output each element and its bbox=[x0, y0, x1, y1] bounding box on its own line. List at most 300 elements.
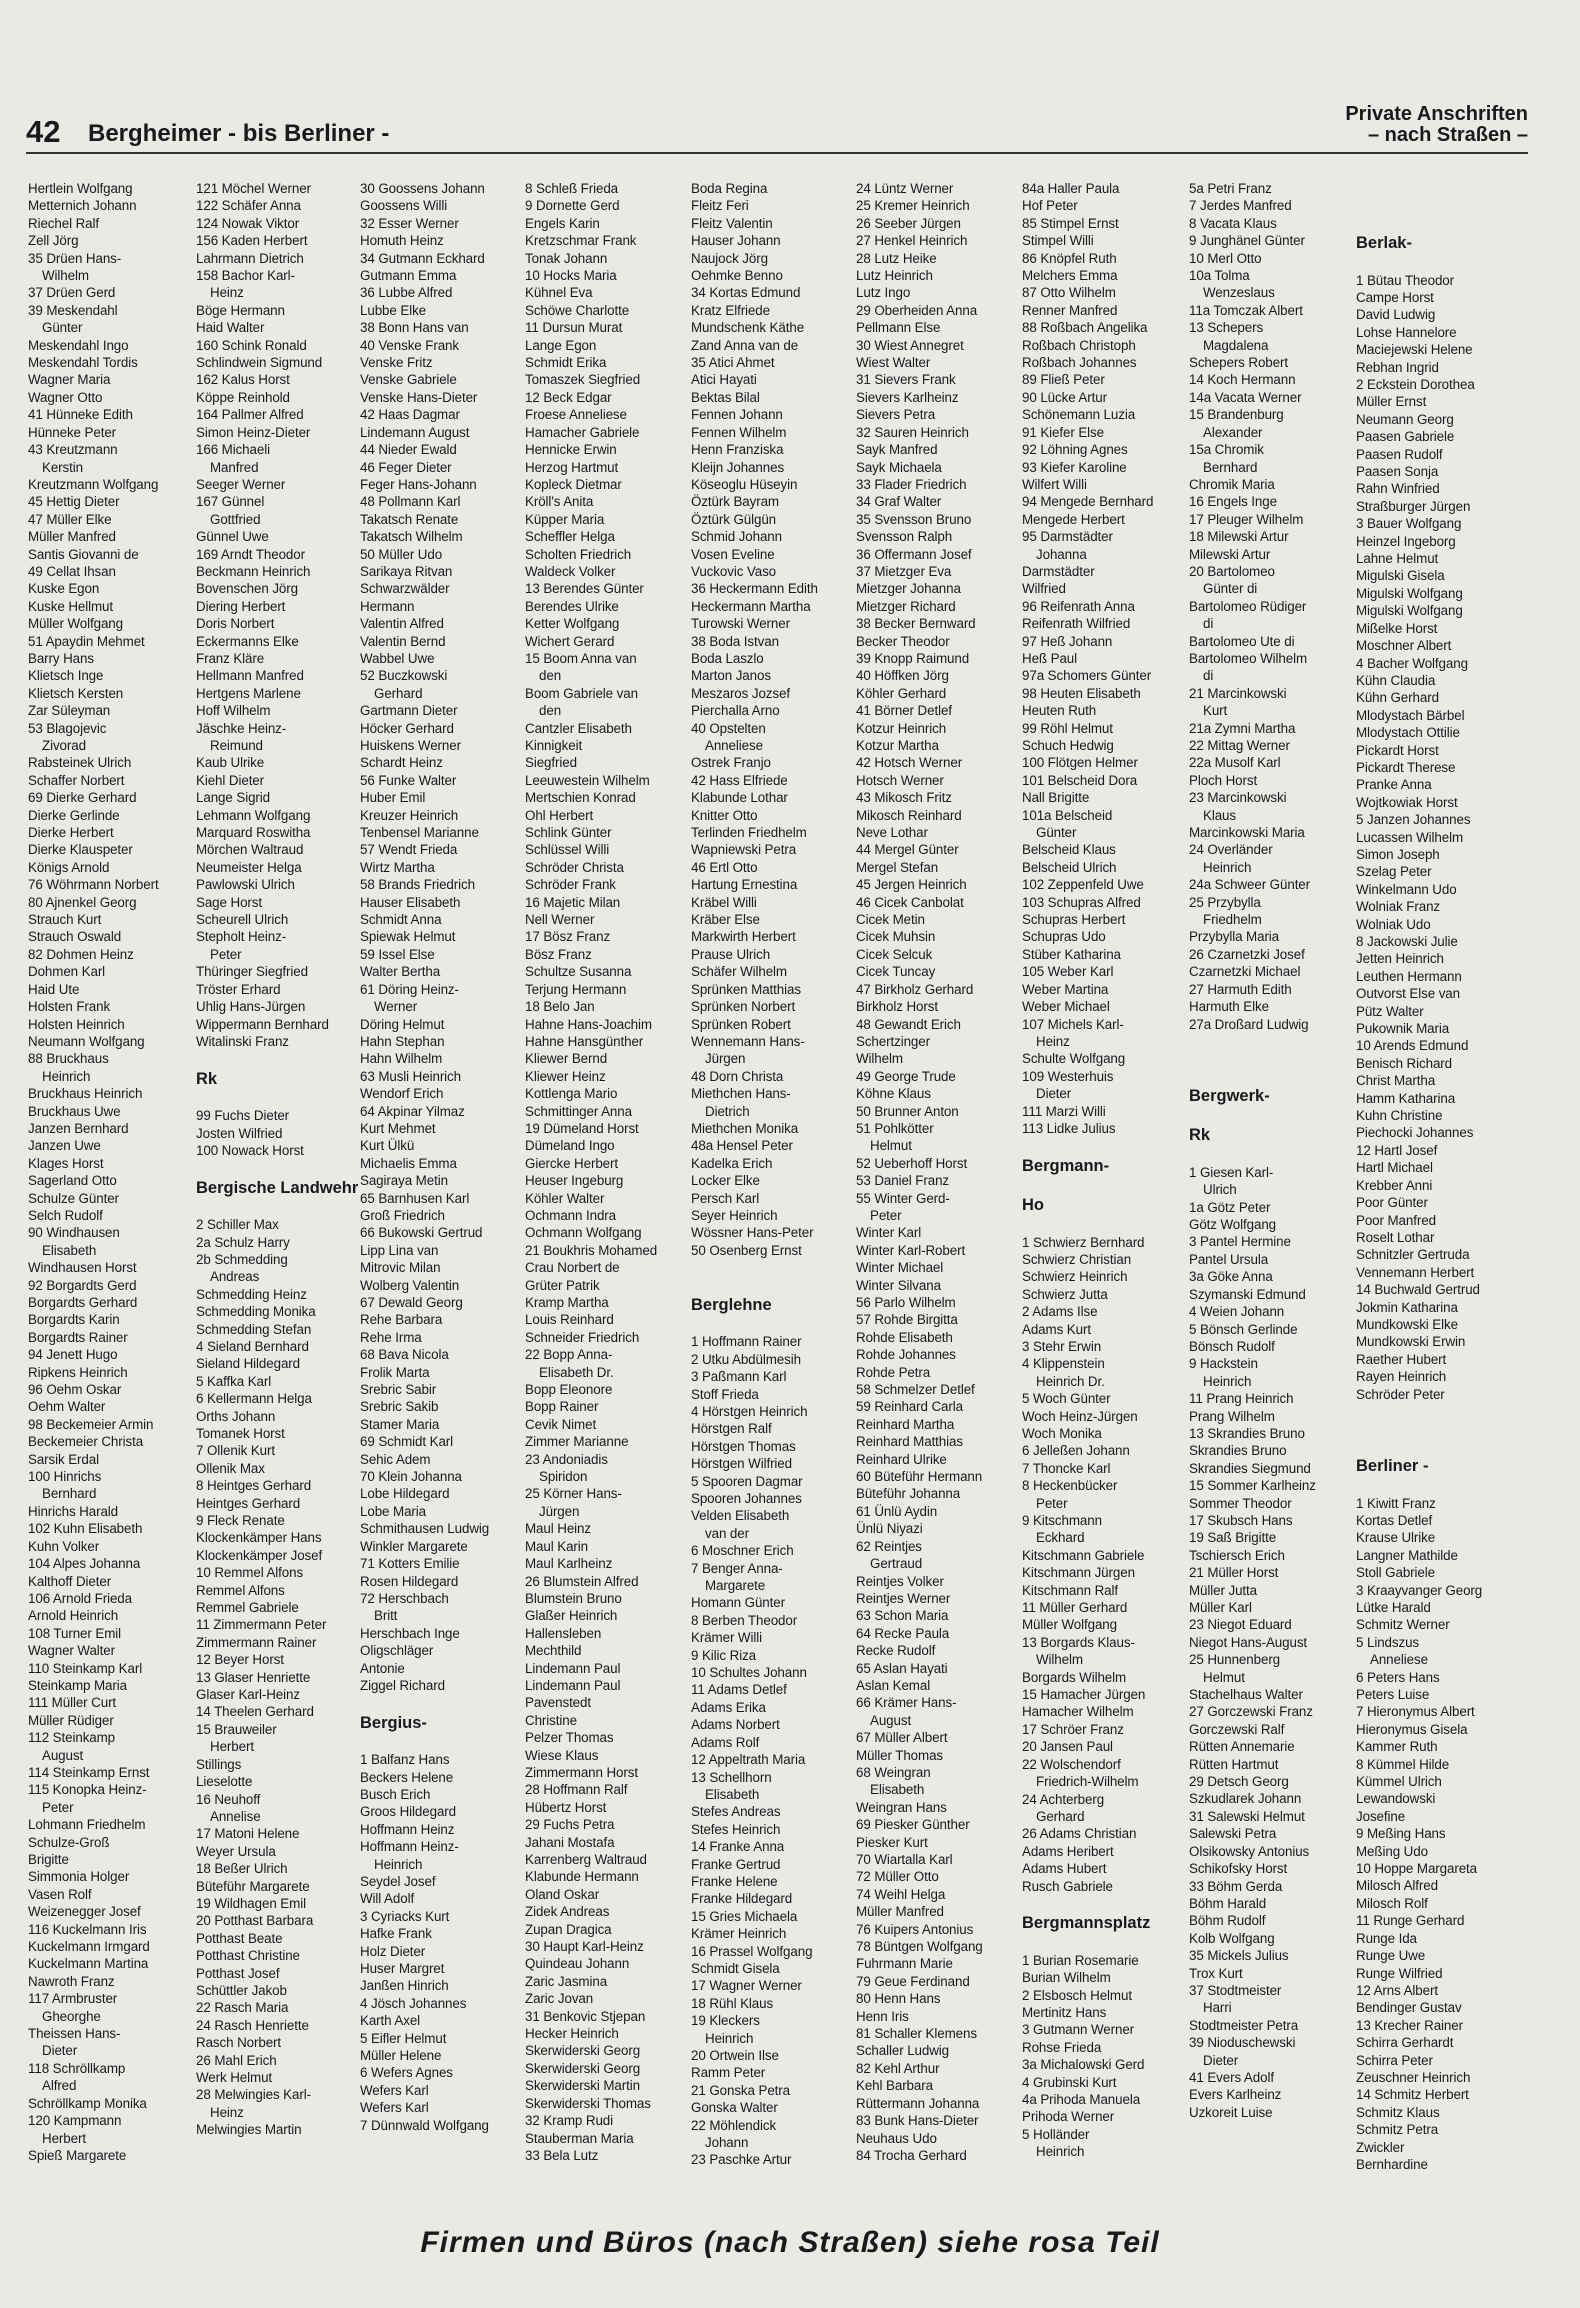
resident-entry: Müller Thomas bbox=[856, 1747, 944, 1763]
resident-entry: 64 Akpinar Yilmaz bbox=[360, 1103, 465, 1119]
resident-entry: Pantel Ursula bbox=[1189, 1251, 1269, 1267]
resident-entry: Terlinden Friedhelm bbox=[691, 825, 807, 841]
resident-entry: Schulze Günter bbox=[28, 1190, 119, 1206]
resident-entry: 23 Paschke Artur bbox=[691, 2152, 792, 2168]
resident-entry: 5 Eifler Helmut bbox=[360, 2030, 447, 2046]
street-heading: Rk bbox=[1189, 1126, 1211, 1145]
resident-entry: Dieter bbox=[1036, 1086, 1072, 1102]
resident-entry: Berendes Ulrike bbox=[525, 598, 619, 614]
resident-entry: Winter Michael bbox=[856, 1260, 944, 1276]
resident-entry: 121 Möchel Werner bbox=[196, 181, 311, 196]
resident-entry: Piesker Kurt bbox=[856, 1834, 928, 1850]
resident-entry: Dümeland Ingo bbox=[525, 1138, 615, 1154]
resident-entry: 56 Parlo Wilhelm bbox=[856, 1295, 956, 1310]
resident-entry: Grüter Patrik bbox=[525, 1277, 600, 1293]
resident-entry: Kinnigkeit bbox=[525, 738, 583, 753]
resident-entry: Rosen Hildegard bbox=[360, 1573, 459, 1589]
resident-entry: Elisabeth bbox=[705, 1786, 760, 1802]
resident-entry: Wefers Karl bbox=[360, 2082, 429, 2098]
resident-entry: den bbox=[539, 668, 562, 684]
resident-entry: Skerwiderski Georg bbox=[525, 2043, 641, 2059]
resident-entry: Günter di bbox=[1203, 581, 1258, 597]
resident-entry: 4 Hörstgen Heinrich bbox=[691, 1403, 808, 1419]
resident-entry: Sprünken Matthias bbox=[691, 981, 801, 997]
resident-entry: Bendinger Gustav bbox=[1356, 2000, 1462, 2016]
resident-entry: 4 Weien Johann bbox=[1189, 1304, 1285, 1320]
resident-entry: 22 Möhlendick bbox=[691, 2117, 777, 2133]
resident-entry: 1 Kiwitt Franz bbox=[1356, 1495, 1436, 1511]
resident-entry: 5 Woch Günter bbox=[1022, 1391, 1111, 1407]
resident-entry: Louis Reinhard bbox=[525, 1312, 614, 1328]
resident-entry: 50 Müller Udo bbox=[360, 546, 443, 562]
resident-entry: Valentin Alfred bbox=[360, 616, 444, 632]
resident-entry: Reintjes Werner bbox=[856, 1590, 951, 1606]
resident-entry: Zell Jörg bbox=[28, 233, 79, 249]
resident-entry: 85 Stimpel Ernst bbox=[1022, 215, 1119, 231]
resident-entry: 26 Blumstein Alfred bbox=[525, 1573, 639, 1589]
resident-entry: Böhm Harald bbox=[1189, 1895, 1267, 1911]
resident-entry: Czarnetzki Michael bbox=[1189, 964, 1301, 980]
resident-entry: 16 Majetic Milan bbox=[525, 894, 621, 910]
resident-entry: Neumeister Helga bbox=[196, 859, 302, 875]
resident-entry: Waldeck Volker bbox=[525, 563, 616, 579]
resident-entry: Schmedding Monika bbox=[196, 1304, 316, 1320]
resident-entry: Mörchen Waltraud bbox=[196, 842, 304, 858]
resident-entry: 7 Thoncke Karl bbox=[1022, 1460, 1111, 1476]
resident-entry: Stefes Andreas bbox=[691, 1804, 781, 1820]
resident-entry: 80 Ajnenkel Georg bbox=[28, 894, 137, 910]
resident-entry: Hoffmann Heinz bbox=[360, 1821, 455, 1837]
resident-entry: 20 Jansen Paul bbox=[1022, 1739, 1113, 1755]
resident-entry: Kottlenga Mario bbox=[525, 1086, 618, 1102]
resident-entry: 36 Heckermann Edith bbox=[691, 581, 818, 597]
resident-entry: Fleitz Feri bbox=[691, 198, 749, 214]
resident-entry: Blumstein Bruno bbox=[525, 1590, 622, 1606]
resident-entry: Schröder Christa bbox=[525, 859, 624, 875]
resident-entry: Piechocki Johannes bbox=[1356, 1125, 1474, 1141]
resident-entry: Barry Hans bbox=[28, 650, 94, 666]
resident-entry: Pierchalla Arno bbox=[691, 703, 780, 719]
spacer bbox=[196, 1159, 358, 1176]
resident-entry: 50 Brunner Anton bbox=[856, 1103, 959, 1119]
resident-entry: Bernhardine bbox=[1356, 2156, 1428, 2172]
resident-entry: Takatsch Wilhelm bbox=[360, 529, 463, 545]
resident-entry: 94 Jenett Hugo bbox=[28, 1347, 118, 1363]
resident-entry: 11 Zimmermann Peter bbox=[196, 1617, 327, 1633]
resident-entry: Lohse Hannelore bbox=[1356, 324, 1457, 340]
resident-entry: Zivorad bbox=[42, 738, 86, 753]
resident-entry: 56 Funke Walter bbox=[360, 772, 457, 788]
resident-entry: 28 Melwingies Karl- bbox=[196, 2087, 311, 2103]
resident-entry: Harmuth Elke bbox=[1189, 999, 1269, 1015]
resident-entry: 70 Wiartalla Karl bbox=[856, 1852, 953, 1867]
resident-entry: Janzen Uwe bbox=[28, 1138, 101, 1154]
resident-entry: Schmitz Klaus bbox=[1356, 2104, 1440, 2120]
resident-entry: 7 Dünnwald Wolfgang bbox=[360, 2117, 489, 2133]
resident-entry: 3 Paßmann Karl bbox=[691, 1369, 787, 1385]
spacer bbox=[691, 1259, 853, 1276]
resident-entry: 12 Hartl Josef bbox=[1356, 1142, 1438, 1158]
resident-entry: Paasen Sonja bbox=[1356, 464, 1439, 480]
resident-entry: Przybylla Maria bbox=[1189, 929, 1280, 945]
resident-entry: 8 Jackowski Julie bbox=[1356, 934, 1458, 949]
resident-entry: 69 Dierke Gerhard bbox=[28, 790, 137, 806]
resident-entry: Gheorghe bbox=[42, 2008, 101, 2024]
resident-entry: Metternich Johann bbox=[28, 198, 137, 214]
resident-entry: Cevik Nimet bbox=[525, 1416, 597, 1432]
resident-entry: 11 Adams Detlef bbox=[691, 1682, 787, 1698]
resident-entry: Stodtmeister Petra bbox=[1189, 2017, 1299, 2033]
street-heading: Ho bbox=[1022, 1196, 1044, 1215]
resident-entry: Wagner Walter bbox=[28, 1643, 116, 1659]
resident-entry: 15a Chromik bbox=[1189, 442, 1264, 458]
resident-entry: Borgardts Karin bbox=[28, 1312, 120, 1328]
resident-entry: 95 Darmstädter bbox=[1022, 529, 1113, 545]
resident-entry: Hahne Hans-Joachim bbox=[525, 1016, 652, 1032]
resident-entry: Kramp Martha bbox=[525, 1295, 609, 1310]
resident-entry: Venske Fritz bbox=[360, 355, 433, 371]
resident-entry: Wolberg Valentin bbox=[360, 1277, 460, 1293]
resident-entry: Nawroth Franz bbox=[28, 1973, 115, 1989]
resident-entry: 94 Mengede Bernhard bbox=[1022, 494, 1154, 510]
resident-entry: Outvorst Else van bbox=[1356, 986, 1460, 1002]
resident-entry: Spiewak Helmut bbox=[360, 929, 456, 945]
resident-entry: Wabbel Uwe bbox=[360, 650, 435, 666]
resident-entry: 100 Hinrichs bbox=[28, 1469, 102, 1485]
resident-entry: Glaßer Heinrich bbox=[525, 1608, 618, 1624]
resident-entry: Prihoda Werner bbox=[1022, 2109, 1115, 2125]
resident-entry: Prause Ulrich bbox=[691, 946, 771, 962]
resident-entry: 115 Konopka Heinz- bbox=[28, 1782, 147, 1798]
resident-entry: 91 Kiefer Else bbox=[1022, 424, 1104, 440]
resident-entry: 51 Pohlkötter bbox=[856, 1120, 934, 1136]
footer-note: Firmen und Büros (nach Straßen) siehe rosa Teil bbox=[420, 2226, 1160, 2259]
resident-entry: Hof Peter bbox=[1022, 198, 1078, 214]
resident-entry: 11 Dursun Murat bbox=[525, 320, 623, 336]
resident-entry: Leuthen Hermann bbox=[1356, 968, 1462, 984]
resident-entry: Tschiersch Erich bbox=[1189, 1547, 1285, 1563]
resident-entry: Feger Hans-Johann bbox=[360, 476, 477, 492]
resident-entry: Friedrich-Wilhelm bbox=[1036, 1774, 1139, 1790]
resident-entry: Herbert bbox=[210, 1739, 254, 1755]
resident-entry: Schmedding Stefan bbox=[196, 1321, 312, 1337]
resident-entry: 14 Buchwald Gertrud bbox=[1356, 1282, 1480, 1298]
resident-entry: Rehe Barbara bbox=[360, 1312, 443, 1328]
resident-entry: 46 Feger Dieter bbox=[360, 459, 452, 475]
resident-entry: 30 Goossens Johann bbox=[360, 181, 485, 196]
resident-entry: 6 Wefers Agnes bbox=[360, 2065, 453, 2081]
resident-entry: Schmedding Heinz bbox=[196, 1286, 307, 1302]
resident-entry: Maul Karlheinz bbox=[525, 1556, 613, 1572]
resident-entry: Scheurell Ulrich bbox=[196, 912, 289, 928]
resident-entry: Janzen Bernhard bbox=[28, 1120, 129, 1136]
resident-entry: 17 Pleuger Wilhelm bbox=[1189, 511, 1304, 527]
resident-entry: 29 Oberheiden Anna bbox=[856, 302, 978, 318]
resident-entry: 25 Körner Hans- bbox=[525, 1486, 622, 1502]
resident-entry: Langner Mathilde bbox=[1356, 1547, 1458, 1563]
resident-entry: Müller Wolfgang bbox=[28, 616, 124, 632]
resident-entry: 114 Steinkamp Ernst bbox=[28, 1764, 150, 1780]
resident-entry: 38 Bonn Hans van bbox=[360, 320, 469, 336]
resident-entry: Klaus bbox=[1203, 807, 1236, 823]
resident-entry: 111 Müller Curt bbox=[28, 1695, 117, 1711]
resident-entry: Renner Manfred bbox=[1022, 302, 1118, 318]
resident-entry: Zaric Jasmina bbox=[525, 1973, 608, 1989]
resident-entry: Öztürk Bayram bbox=[691, 494, 779, 510]
resident-entry: Hertlein Wolfgang bbox=[28, 181, 133, 196]
resident-entry: 2 Schiller Max bbox=[196, 1217, 279, 1233]
resident-entry: Venske Gabriele bbox=[360, 372, 457, 388]
resident-entry: Johanna bbox=[1036, 546, 1087, 562]
resident-entry: Schlüssel Willi bbox=[525, 842, 610, 858]
resident-entry: Döring Helmut bbox=[360, 1016, 445, 1032]
resident-entry: Jäschke Heinz- bbox=[196, 720, 287, 736]
resident-entry: Rütten Hartmut bbox=[1189, 1756, 1279, 1772]
resident-entry: Valentin Bernd bbox=[360, 633, 446, 649]
resident-entry: 9 Fleck Renate bbox=[196, 1513, 285, 1528]
resident-entry: Helmut bbox=[870, 1138, 912, 1154]
resident-entry: 105 Weber Karl bbox=[1022, 964, 1114, 980]
resident-entry: Anneliese bbox=[1370, 1652, 1428, 1668]
resident-entry: Kehl Barbara bbox=[856, 2078, 933, 2094]
resident-entry: 2b Schmedding bbox=[196, 1251, 288, 1267]
resident-entry: 164 Pallmer Alfred bbox=[196, 407, 304, 423]
resident-entry: Johann bbox=[705, 2135, 749, 2151]
resident-entry: Mißelke Horst bbox=[1356, 620, 1438, 636]
resident-entry: Peter bbox=[870, 1207, 902, 1223]
resident-entry: 4 Sieland Bernhard bbox=[196, 1338, 309, 1354]
resident-entry: 3a Göke Anna bbox=[1189, 1269, 1273, 1285]
directory-listing bbox=[28, 180, 1528, 2220]
resident-entry: Stoff Frieda bbox=[691, 1386, 759, 1402]
resident-entry: Runge Ida bbox=[1356, 1930, 1417, 1946]
resident-entry: Zaric Jovan bbox=[525, 1991, 594, 2007]
resident-entry: Ochmann Indra bbox=[525, 1207, 616, 1223]
resident-entry: Spiridon bbox=[539, 1469, 588, 1485]
resident-entry: 69 Piesker Günther bbox=[856, 1817, 970, 1833]
resident-entry: Schmittinger Anna bbox=[525, 1103, 632, 1119]
resident-entry: Mertinitz Hans bbox=[1022, 2004, 1107, 2020]
resident-entry: 37 Stodtmeister bbox=[1189, 1982, 1282, 1998]
resident-entry: Uzkoreit Luise bbox=[1189, 2104, 1273, 2120]
spacer bbox=[1356, 180, 1528, 197]
resident-entry: Wiese Klaus bbox=[525, 1747, 599, 1763]
resident-entry: 37 Drüen Gerd bbox=[28, 285, 116, 301]
resident-entry: Kalthoff Dieter bbox=[28, 1573, 112, 1589]
resident-entry: 48 Gewandt Erich bbox=[856, 1016, 961, 1032]
resident-entry: 3a Michalowski Gerd bbox=[1022, 2057, 1145, 2073]
resident-entry: 65 Barnhusen Karl bbox=[360, 1190, 470, 1206]
resident-entry: Winkelmann Udo bbox=[1356, 881, 1457, 897]
resident-entry: 7 Benger Anna- bbox=[691, 1560, 783, 1576]
resident-entry: 18 Beßer Ulrich bbox=[196, 1861, 288, 1877]
resident-entry: Wenzeslaus bbox=[1203, 285, 1275, 301]
resident-entry: 10 Schultes Johann bbox=[691, 1665, 807, 1681]
resident-entry: 48a Hensel Peter bbox=[691, 1138, 793, 1154]
resident-entry: Josten Wilfried bbox=[196, 1125, 283, 1141]
resident-entry: 43 Kreutzmann bbox=[28, 442, 118, 458]
resident-entry: Pawlowski Ulrich bbox=[196, 877, 295, 893]
resident-entry: 63 Musli Heinrich bbox=[360, 1068, 461, 1084]
resident-entry: Müller Karl bbox=[1189, 1600, 1252, 1616]
resident-entry: Dierke Herbert bbox=[28, 825, 114, 841]
resident-entry: Lipp Lina van bbox=[360, 1242, 439, 1258]
resident-entry: di bbox=[1203, 668, 1214, 684]
resident-entry: 16 Engels Inge bbox=[1189, 494, 1277, 510]
resident-entry: Ostrek Franjo bbox=[691, 755, 771, 771]
resident-entry: 26 Seeber Jürgen bbox=[856, 215, 961, 231]
resident-entry: 72 Müller Otto bbox=[856, 1869, 939, 1885]
resident-entry: Haid Ute bbox=[28, 981, 80, 997]
resident-entry: Wilhelm bbox=[856, 1051, 903, 1067]
resident-entry: Krämer Willi bbox=[691, 1630, 762, 1646]
resident-entry: Chromik Maria bbox=[1189, 476, 1275, 492]
resident-entry: 26 Adams Christian bbox=[1022, 1826, 1137, 1842]
resident-entry: 4 Grubinski Kurt bbox=[1022, 2074, 1117, 2090]
resident-entry: Mechthild bbox=[525, 1643, 582, 1659]
resident-entry: 35 Mickels Julius bbox=[1189, 1948, 1289, 1964]
resident-entry: Wefers Karl bbox=[360, 2100, 429, 2116]
resident-entry: Lutz Heinrich bbox=[856, 268, 933, 284]
resident-entry: Büteführ Johanna bbox=[856, 1486, 961, 1502]
resident-entry: Skerwiderski Thomas bbox=[525, 2095, 651, 2111]
resident-entry: 18 Rühl Klaus bbox=[691, 1995, 774, 2011]
resident-entry: Skerwiderski Martin bbox=[525, 2078, 640, 2094]
resident-entry: 39 Meskendahl bbox=[28, 302, 118, 318]
resident-entry: 40 Opstelten bbox=[691, 720, 766, 736]
resident-entry: 40 Höffken Jörg bbox=[856, 668, 949, 684]
resident-entry: Mundkowski Elke bbox=[1356, 1316, 1458, 1332]
resident-entry: 42 Haas Dagmar bbox=[360, 407, 460, 423]
resident-entry: Doris Norbert bbox=[196, 616, 275, 632]
resident-entry: Kräber Else bbox=[691, 912, 760, 928]
resident-entry: 65 Aslan Hayati bbox=[856, 1660, 948, 1676]
resident-entry: Oehmke Benno bbox=[691, 268, 783, 284]
resident-entry: 98 Heuten Elisabeth bbox=[1022, 685, 1141, 701]
resident-entry: 101a Belscheid bbox=[1022, 807, 1113, 823]
resident-entry: Christine bbox=[525, 1712, 577, 1728]
resident-entry: Boda Laszlo bbox=[691, 650, 764, 666]
resident-entry: Lange Sigrid bbox=[196, 790, 270, 806]
resident-entry: 107 Michels Karl- bbox=[1022, 1016, 1124, 1032]
resident-entry: 22a Musolf Karl bbox=[1189, 755, 1281, 771]
resident-entry: Zar Süleyman bbox=[28, 703, 111, 719]
resident-entry: 57 Wendt Frieda bbox=[360, 842, 458, 858]
resident-entry: Heckermann Martha bbox=[691, 598, 811, 614]
resident-entry: 44 Mergel Günter bbox=[856, 842, 959, 858]
resident-entry: 108 Turner Emil bbox=[28, 1625, 122, 1641]
resident-entry: 8 Schleß Frieda bbox=[525, 181, 619, 196]
resident-entry: Schwarzwälder bbox=[360, 581, 450, 597]
resident-entry: Lohmann Friedhelm bbox=[28, 1817, 146, 1833]
resident-entry: Potthast Josef bbox=[196, 1965, 280, 1981]
resident-entry: Skrandies Siegmund bbox=[1189, 1460, 1311, 1476]
resident-entry: Friedhelm bbox=[1203, 912, 1262, 928]
resident-entry: Zeuschner Heinrich bbox=[1356, 2069, 1471, 2085]
resident-entry: Becker Theodor bbox=[856, 633, 950, 649]
spacer bbox=[1189, 1033, 1353, 1050]
resident-entry: 23 Andoniadis bbox=[525, 1451, 608, 1467]
directory-column bbox=[28, 180, 193, 2220]
resident-entry: 82 Dohmen Heinz bbox=[28, 946, 134, 962]
resident-entry: 5 Bönsch Gerlinde bbox=[1189, 1321, 1298, 1337]
resident-entry: Kräbel Willi bbox=[691, 894, 757, 910]
resident-entry: Hahne Hansgünther bbox=[525, 1033, 644, 1049]
resident-entry: 79 Geue Ferdinand bbox=[856, 1973, 970, 1989]
resident-entry: Magdalena bbox=[1203, 337, 1269, 353]
resident-entry: Dierke Gerlinde bbox=[28, 807, 120, 823]
resident-entry: Schirra Gerhardt bbox=[1356, 2035, 1454, 2051]
resident-entry: Hamacher Wilhelm bbox=[1022, 1704, 1134, 1720]
resident-entry: Kurt Ülkü bbox=[360, 1138, 415, 1154]
resident-entry: 1 Giesen Karl- bbox=[1189, 1164, 1274, 1180]
resident-entry: Heinrich bbox=[1203, 859, 1252, 875]
resident-entry: 9 Kilic Riza bbox=[691, 1647, 757, 1663]
resident-entry: Bopp Eleonore bbox=[525, 1382, 613, 1398]
directory-column bbox=[1189, 180, 1353, 2220]
resident-entry: 92 Borgardts Gerd bbox=[28, 1277, 137, 1293]
resident-entry: Pavenstedt bbox=[525, 1695, 591, 1711]
resident-entry: Stepholt Heinz- bbox=[196, 929, 287, 945]
resident-entry: 15 Brauweiler bbox=[196, 1721, 277, 1737]
spacer bbox=[196, 1199, 358, 1216]
resident-entry: Götz Wolfgang bbox=[1189, 1217, 1277, 1233]
resident-entry: Krämer Heinrich bbox=[691, 1926, 787, 1942]
resident-entry: Ohl Herbert bbox=[525, 807, 594, 823]
resident-entry: 10 Merl Otto bbox=[1189, 250, 1262, 266]
resident-entry: Bartolomeo Ute di bbox=[1189, 633, 1295, 649]
resident-entry: Naujock Jörg bbox=[691, 250, 768, 266]
resident-entry: Reinhard Ulrike bbox=[856, 1451, 947, 1467]
resident-entry: Zand Anna van de bbox=[691, 337, 799, 353]
spacer bbox=[1022, 1137, 1186, 1154]
resident-entry: Rusch Gabriele bbox=[1022, 1878, 1113, 1894]
resident-entry: 96 Oehm Oskar bbox=[28, 1382, 122, 1398]
resident-entry: Kuckelmann Martina bbox=[28, 1956, 149, 1972]
resident-entry: 14 Franke Anna bbox=[691, 1839, 785, 1855]
resident-entry: Franke Gertrud bbox=[691, 1856, 781, 1872]
resident-entry: Woch Heinz-Jürgen bbox=[1022, 1408, 1138, 1424]
resident-entry: Mergel Stefan bbox=[856, 859, 939, 875]
resident-entry: Köseoglu Hüseyin bbox=[691, 476, 798, 492]
resident-entry: 29 Fuchs Petra bbox=[525, 1817, 615, 1833]
spacer bbox=[691, 1316, 853, 1333]
resident-entry: Gutmann Emma bbox=[360, 268, 457, 284]
resident-entry: Wippermann Bernhard bbox=[196, 1016, 329, 1032]
resident-entry: 3 Pantel Hermine bbox=[1189, 1234, 1291, 1250]
resident-entry: Müller Manfred bbox=[856, 1904, 944, 1920]
resident-entry: Hermann bbox=[360, 598, 415, 614]
resident-entry: Simon Joseph bbox=[1356, 846, 1440, 862]
resident-entry: 37 Mietzger Eva bbox=[856, 563, 952, 579]
resident-entry: Köhler Gerhard bbox=[856, 685, 947, 701]
resident-entry: Recke Rudolf bbox=[856, 1643, 936, 1659]
resident-entry: Zwickler bbox=[1356, 2139, 1405, 2155]
resident-entry: Dierke Klauspeter bbox=[28, 842, 133, 858]
resident-entry: 5a Petri Franz bbox=[1189, 181, 1272, 196]
resident-entry: 2 Eckstein Dorothea bbox=[1356, 377, 1475, 392]
resident-entry: Kitschmann Jürgen bbox=[1022, 1565, 1135, 1581]
resident-entry: 2 Utku Abdülmesih bbox=[691, 1351, 801, 1367]
resident-entry: 68 Weingran bbox=[856, 1764, 931, 1780]
resident-entry: Wolniak Franz bbox=[1356, 899, 1441, 915]
resident-entry: Adams Heribert bbox=[1022, 1843, 1114, 1859]
spacer bbox=[691, 1277, 853, 1294]
resident-entry: Hörstgen Thomas bbox=[691, 1438, 796, 1454]
resident-entry: Holsten Heinrich bbox=[28, 1016, 125, 1032]
resident-entry: 40 Venske Frank bbox=[360, 337, 459, 353]
resident-entry: Christ Martha bbox=[1356, 1073, 1436, 1089]
